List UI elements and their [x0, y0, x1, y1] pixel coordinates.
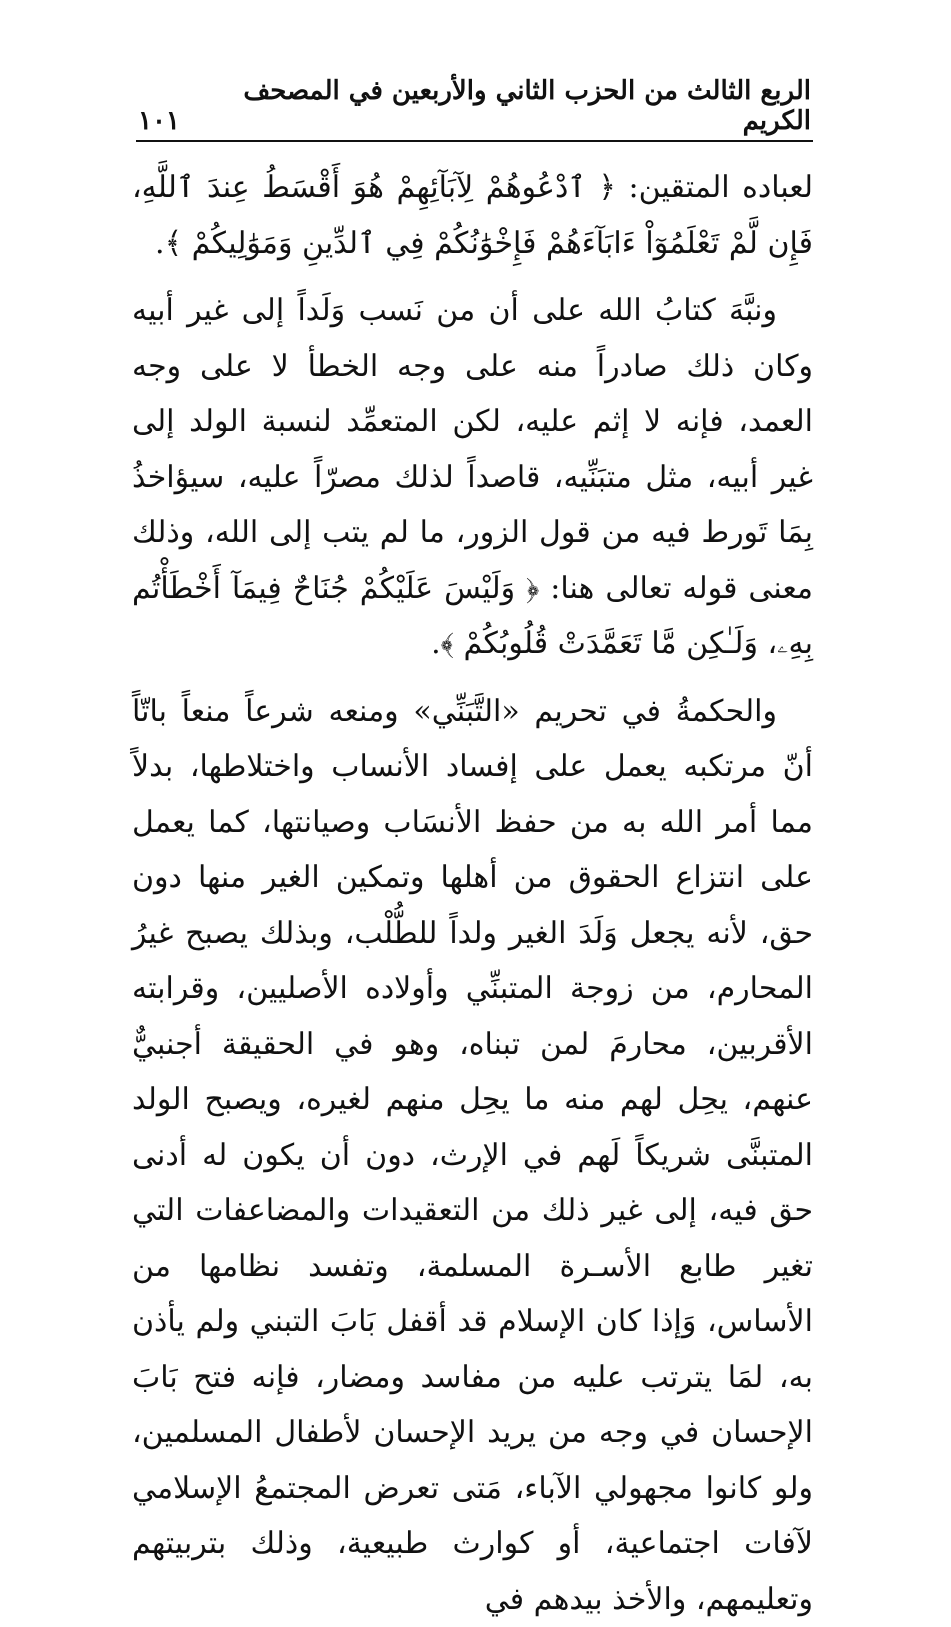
header-divider — [136, 140, 813, 142]
page-body — [132, 160, 813, 1627]
paragraph-quran-verse-1: لعباده المتقين: ﴿ ٱدْعُوهُمْ لِآبَآئِهِمْ هُوَ أَقْسَطُ عِندَ ٱللَّهِ، فَإِن لَّمْ تَعْلَمُوٓاْ ءَابَآءَهُمْ فَإِخْوَٰنُكُمْ فِي ٱلدِّينِ وَمَوَٰلِيكُمْ ﴾. — [132, 160, 813, 271]
running-header — [138, 96, 811, 136]
paragraph-wisdom-of-prohibition: والحكمةُ في تحريم «التَّبَنِّي» ومنعه شرعاً منعاً باتّاً أنّ مرتكبه يعمل على إفساد الأنساب واختلاطها، بدلاً مما أمر الله به من حفظ الأنسَاب وصيانتها، كما يعمل على انتزاع الحقوق من أهلها وتمكين الغير منها دون حق، لأنه يجعل وَلَدَ الغير ولداً للطُّلْب، وبذلك يصبح غيرُ المحارم، من زوجة المتبنِّي وأولاده الأصليين، وقرابته الأقربين، محارمَ لمن تبناه، وهو في الحقيقة أجنبيٌّ عنهم، يحِل لهم منه ما يحِل منهم لغيره، ويصبح الولد المتبنَّى شريكاً لَهم في الإرث، دون أن يكون له أدنى حق فيه، إلى غير ذلك من التعقيدات والمضاعفات التي تغير طابع الأسـرة المسلمة، وتفسد نظامها من الأساس، وَإذا كان الإسلام قد أقفل بَابَ التبني ولم يأذن به، لمَا يترتب عليه من مفاسد ومضار، فإنه فتح بَابَ الإحسان في وجه من يريد الإحسان لأطفال المسلمين، ولو كانوا مجهولي الآباء، مَتى تعرض المجتمعُ الإسلامي لآفات اجتماعية، أو كوارث طبيعية، وذلك بتربيتهم وتعليمهم، والأخذ بيدهم في — [132, 684, 813, 1627]
paragraph-adoption-ruling: ونبَّهَ كتابُ الله على أن من نَسب وَلَداً إلى غير أبيه وكان ذلك صادراً منه على وجه الخطأ لا على وجه العمد، فإنه لا إثم عليه، لكن المتعمِّد لنسبة الولد إلى غير أبيه، مثل متبَنِّيه، قاصداً لذلك مصرّاً عليه، سيؤاخذُ بِمَا تَورط فيه من قول الزور، ما لم يتب إلى الله، وذلك معنى قوله تعالى هنا: ﴿ وَلَيْسَ عَلَيْكُمْ جُنَاحٌ فِيمَآ أَخْطَأْتُم بِهِۦ، وَلَـٰكِن مَّا تَعَمَّدَتْ قُلُوبُكُمْ ﴾. — [132, 283, 813, 672]
header-title: الربع الثالث من الحزب الثاني والأربعين في المصحف الكريم — [180, 76, 811, 136]
page-number: ١٠١ — [138, 106, 180, 136]
